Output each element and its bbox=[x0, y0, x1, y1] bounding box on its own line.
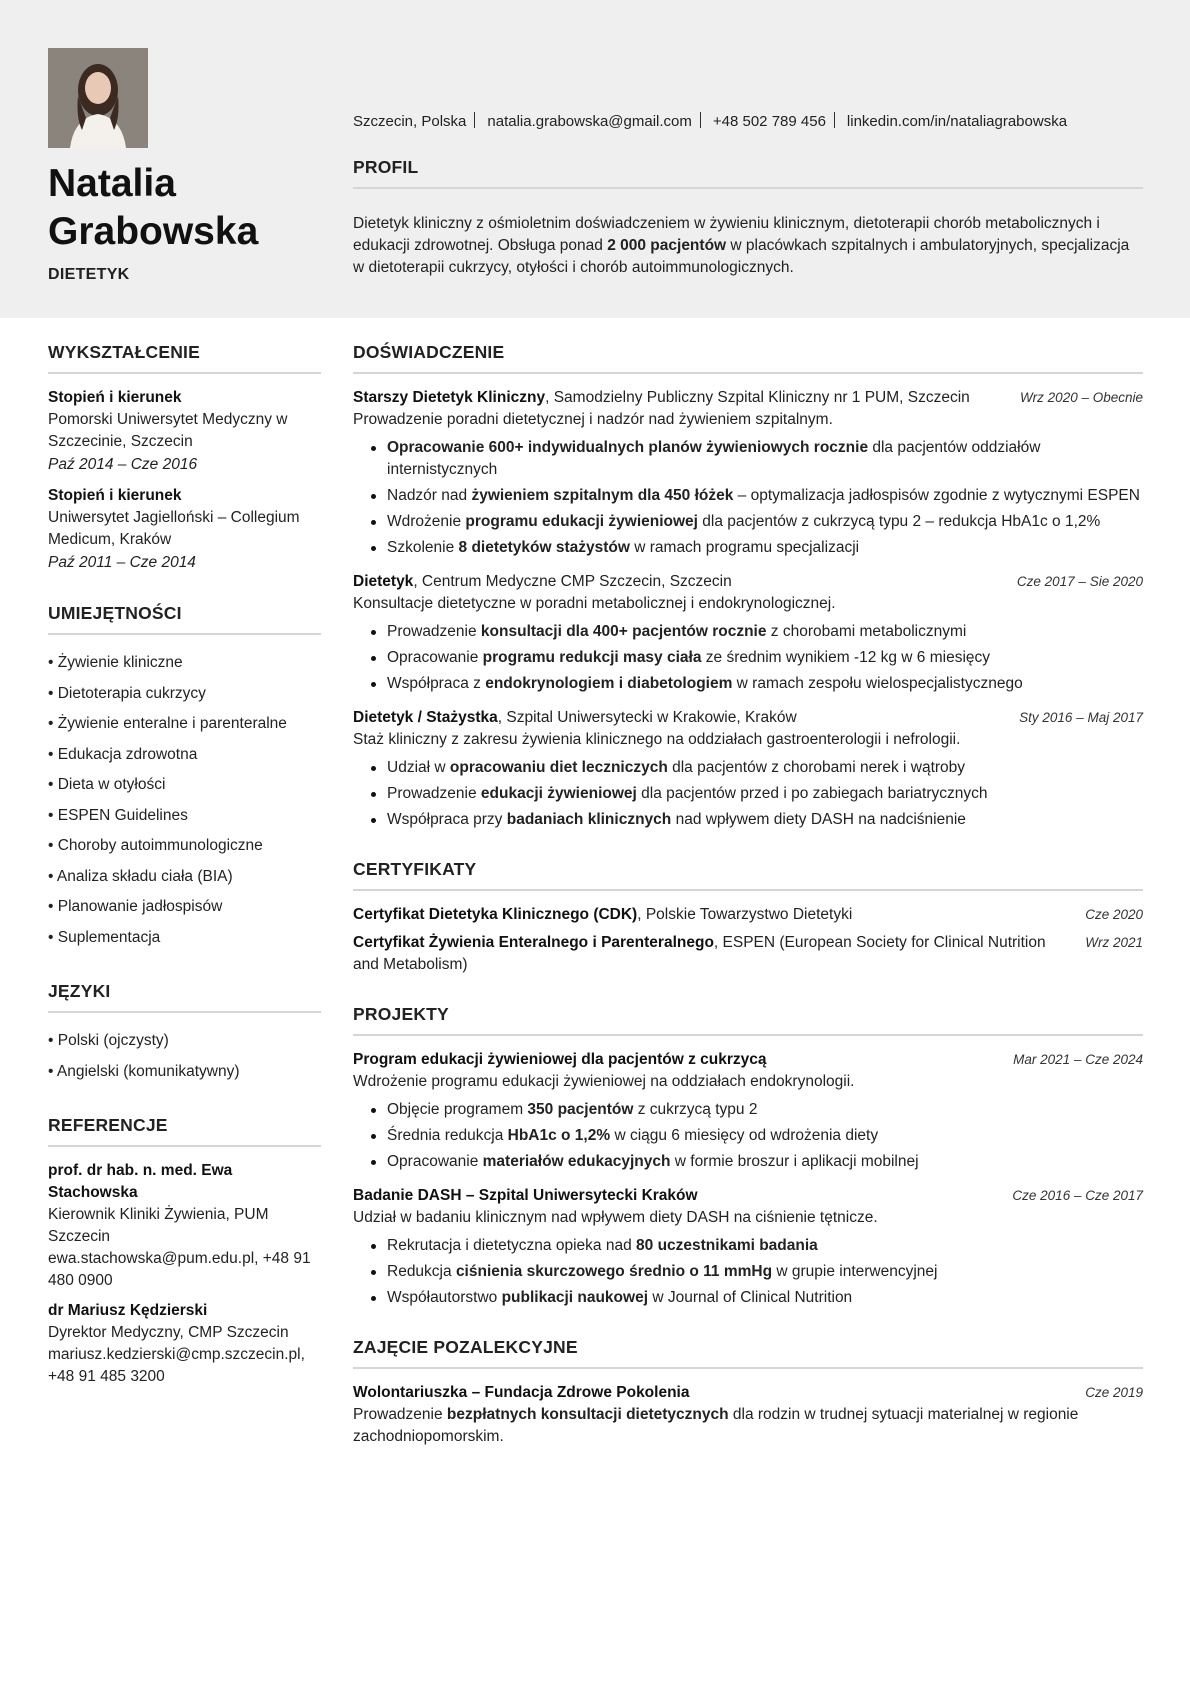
skill-item: • Edukacja zdrowotna bbox=[48, 740, 321, 771]
certificate-name: Certyfikat Żywienia Enteralnego i Parenteralnego, ESPEN (European Society for Clinical Nutrition and Metabolism) bbox=[353, 934, 1046, 973]
extracurricular-entry bbox=[353, 1382, 1143, 1448]
job-date: Sty 2016 – Maj 2017 bbox=[1019, 710, 1143, 725]
project-description: Wdrożenie programu edukacji żywieniowej na oddziałach endokrynologii. bbox=[353, 1073, 855, 1090]
skill-item: • ESPEN Guidelines bbox=[48, 801, 321, 832]
job-bullet: Opracowanie 600+ indywidualnych planów żywieniowych rocznie dla pacjentów oddziałów internistycznych bbox=[369, 437, 1143, 481]
job-description: Prowadzenie poradni dietetycznej i nadzór nad żywieniem szpitalnym. bbox=[353, 411, 833, 428]
project-bullet: Opracowanie materiałów edukacyjnych w formie broszur i aplikacji mobilnej bbox=[369, 1151, 1143, 1173]
candidate-role: DIETETYK bbox=[48, 266, 130, 283]
job-bullets bbox=[353, 757, 1143, 831]
profile-photo bbox=[48, 48, 148, 148]
contact-email[interactable]: natalia.grabowska@gmail.com bbox=[487, 113, 692, 130]
certificate-date: Wrz 2021 bbox=[1085, 935, 1143, 950]
job-bullet: Współpraca z endokrynologiem i diabetologiem w ramach zespołu wielospecjalistycznego bbox=[369, 673, 1143, 695]
skill-item: • Dietoterapia cukrzycy bbox=[48, 679, 321, 710]
section-title-references: REFERENCJE bbox=[48, 1115, 321, 1147]
job-title: Dietetyk, Centrum Medyczne CMP Szczecin, Szczecin bbox=[353, 573, 732, 590]
languages-list bbox=[48, 1026, 321, 1087]
job-description: Konsultacje dietetyczne w poradni metabolicznej i endokrynologicznej. bbox=[353, 595, 836, 612]
section-title-certificates: CERTYFIKATY bbox=[353, 859, 1143, 891]
separator bbox=[700, 112, 701, 128]
reference-position: Dyrektor Medyczny, CMP Szczecin bbox=[48, 1324, 289, 1341]
profile-text: Dietetyk kliniczny z ośmioletnim doświadczeniem w żywieniu klinicznym, dietoterapii chorób metabolicznych i edukacji zdrowotnej. Obsługa ponad 2 000 pacjentów w placówkach szpitalnych i ambulatoryjnych, specjalizacja w dietoterapii cukrzycy, otyłości i chorób autoimmunologicznych. bbox=[353, 215, 1130, 276]
skill-item: • Analiza składu ciała (BIA) bbox=[48, 862, 321, 893]
job-title: Dietetyk / Stażystka, Szpital Uniwersytecki w Krakowie, Kraków bbox=[353, 709, 797, 726]
contact-linkedin[interactable]: linkedin.com/in/nataliagrabowska bbox=[846, 113, 1068, 130]
skill-item: • Planowanie jadłospisów bbox=[48, 892, 321, 923]
education-school: Uniwersytet Jagielloński – Collegium Medicum, Kraków bbox=[48, 509, 300, 548]
job-date: Cze 2017 – Sie 2020 bbox=[1016, 574, 1143, 589]
job-bullet: Wdrożenie programu edukacji żywieniowej dla pacjentów z cukrzycą typu 2 – redukcja HbA1c o 1,2% bbox=[369, 511, 1143, 533]
education-section bbox=[48, 342, 321, 575]
project-bullet: Objęcie programem 350 pacjentów z cukrzycą typu 2 bbox=[369, 1099, 1143, 1121]
education-date: Paź 2014 – Cze 2016 bbox=[48, 456, 198, 473]
job-title: Starszy Dietetyk Kliniczny, Samodzielny Publiczny Szpital Kliniczny nr 1 PUM, Szczecin bbox=[353, 389, 970, 406]
skill-item: • Żywienie kliniczne bbox=[48, 648, 321, 679]
education-degree: Stopień i kierunek bbox=[48, 389, 182, 406]
contact-line bbox=[353, 112, 1153, 130]
contact-phone[interactable]: +48 502 789 456 bbox=[712, 113, 826, 130]
section-title-education: WYKSZTAŁCENIE bbox=[48, 342, 321, 374]
education-date: Paź 2011 – Cze 2014 bbox=[48, 554, 196, 571]
experience-section bbox=[353, 342, 1143, 831]
project-entry bbox=[353, 1049, 1143, 1173]
left-column bbox=[48, 342, 321, 1416]
skills-section bbox=[48, 603, 321, 953]
certificates-section bbox=[353, 859, 1143, 976]
section-title-profile: PROFIL bbox=[353, 157, 1143, 189]
project-bullet: Współautorstwo publikacji naukowej w Journal of Clinical Nutrition bbox=[369, 1287, 1143, 1309]
projects-section bbox=[353, 1004, 1143, 1309]
section-title-skills: UMIEJĘTNOŚCI bbox=[48, 603, 321, 635]
certificate-name: Certyfikat Dietetyka Klinicznego (CDK), Polskie Towarzystwo Dietetyki bbox=[353, 906, 853, 923]
project-bullet: Rekrutacja i dietetyczna opieka nad 80 uczestnikami badania bbox=[369, 1235, 1143, 1257]
job-bullets bbox=[353, 437, 1143, 559]
job-bullets bbox=[353, 621, 1143, 695]
skill-item: • Suplementacja bbox=[48, 923, 321, 954]
job-description: Staż kliniczny z zakresu żywienia klinicznego na oddziałach gastroenterologii i nefrologii. bbox=[353, 731, 961, 748]
certificate-item bbox=[353, 904, 1143, 926]
section-title-languages: JĘZYKI bbox=[48, 981, 321, 1013]
education-degree: Stopień i kierunek bbox=[48, 487, 182, 504]
project-name: Badanie DASH – Szpital Uniwersytecki Kraków bbox=[353, 1187, 698, 1204]
extracurricular-date: Cze 2019 bbox=[1085, 1385, 1143, 1400]
skill-item: • Dieta w otyłości bbox=[48, 770, 321, 801]
references-section bbox=[48, 1115, 321, 1388]
job-bullet: Prowadzenie edukacji żywieniowej dla pacjentów przed i po zabiegach bariatrycznych bbox=[369, 783, 1143, 805]
reference-name: dr Mariusz Kędzierski bbox=[48, 1302, 208, 1319]
section-title-projects: PROJEKTY bbox=[353, 1004, 1143, 1036]
education-item bbox=[48, 387, 321, 477]
skill-item: • Choroby autoimmunologiczne bbox=[48, 831, 321, 862]
reference-item bbox=[48, 1160, 321, 1292]
reference-contact: mariusz.kedzierski@cmp.szczecin.pl, +48 91 485 3200 bbox=[48, 1346, 305, 1385]
job-bullet: Nadzór nad żywieniem szpitalnym dla 450 łóżek – optymalizacja jadłospisów zgodnie z wytycznymi ESPEN bbox=[369, 485, 1143, 507]
job-entry bbox=[353, 707, 1143, 831]
contact-location: Szczecin, Polska bbox=[353, 113, 467, 130]
skill-item: • Żywienie enteralne i parenteralne bbox=[48, 709, 321, 740]
job-entry bbox=[353, 571, 1143, 695]
project-bullets bbox=[353, 1099, 1143, 1173]
right-column bbox=[353, 342, 1143, 1476]
project-date: Mar 2021 – Cze 2024 bbox=[1013, 1052, 1143, 1067]
reference-contact: ewa.stachowska@pum.edu.pl, +48 91 480 0900 bbox=[48, 1250, 311, 1289]
language-item: • Polski (ojczysty) bbox=[48, 1026, 321, 1057]
separator bbox=[834, 112, 835, 128]
skills-list bbox=[48, 648, 321, 953]
education-item bbox=[48, 485, 321, 575]
extracurricular-description: Prowadzenie bezpłatnych konsultacji dietetycznych dla rodzin w trudnej sytuacji materialnej w regionie zachodniopomorskim. bbox=[353, 1406, 1079, 1445]
education-school: Pomorski Uniwersytet Medyczny w Szczecinie, Szczecin bbox=[48, 411, 288, 450]
project-bullet: Redukcja ciśnienia skurczowego średnio o 11 mmHg w grupie interwencyjnej bbox=[369, 1261, 1143, 1283]
candidate-name: Natalia Grabowska bbox=[48, 162, 259, 253]
job-bullet: Współpraca przy badaniach klinicznych nad wpływem diety DASH na nadciśnienie bbox=[369, 809, 1143, 831]
profile-section bbox=[353, 157, 1143, 279]
languages-section bbox=[48, 981, 321, 1087]
extracurricular-section bbox=[353, 1337, 1143, 1448]
job-date: Wrz 2020 – Obecnie bbox=[1019, 390, 1143, 405]
reference-position: Kierownik Kliniki Żywienia, PUM Szczecin bbox=[48, 1206, 269, 1245]
certificate-item bbox=[353, 932, 1143, 976]
project-date: Cze 2016 – Cze 2017 bbox=[1012, 1188, 1143, 1203]
language-item: • Angielski (komunikatywny) bbox=[48, 1057, 321, 1088]
job-bullet: Udział w opracowaniu diet leczniczych dla pacjentów z chorobami nerek i wątroby bbox=[369, 757, 1143, 779]
section-title-experience: DOŚWIADCZENIE bbox=[353, 342, 1143, 374]
header-band bbox=[0, 0, 1190, 318]
project-name: Program edukacji żywieniowej dla pacjentów z cukrzycą bbox=[353, 1051, 767, 1068]
separator bbox=[474, 112, 475, 128]
job-bullet: Opracowanie programu redukcji masy ciała ze średnim wynikiem -12 kg w 6 miesięcy bbox=[369, 647, 1143, 669]
job-bullet: Prowadzenie konsultacji dla 400+ pacjentów rocznie z chorobami metabolicznymi bbox=[369, 621, 1143, 643]
job-bullet: Szkolenie 8 dietetyków stażystów w ramach programu specjalizacji bbox=[369, 537, 1143, 559]
section-title-extracurricular: ZAJĘCIE POZALEKCYJNE bbox=[353, 1337, 1143, 1369]
reference-name: prof. dr hab. n. med. Ewa Stachowska bbox=[48, 1162, 233, 1201]
reference-item bbox=[48, 1300, 321, 1388]
project-entry bbox=[353, 1185, 1143, 1309]
extracurricular-name: Wolontariuszka – Fundacja Zdrowe Pokolenia bbox=[353, 1384, 690, 1401]
project-bullets bbox=[353, 1235, 1143, 1309]
project-description: Udział w badaniu klinicznym nad wpływem diety DASH na ciśnienie tętnicze. bbox=[353, 1209, 878, 1226]
certificate-date: Cze 2020 bbox=[1085, 907, 1143, 922]
project-bullet: Średnia redukcja HbA1c o 1,2% w ciągu 6 miesięcy od wdrożenia diety bbox=[369, 1125, 1143, 1147]
job-entry bbox=[353, 387, 1143, 559]
